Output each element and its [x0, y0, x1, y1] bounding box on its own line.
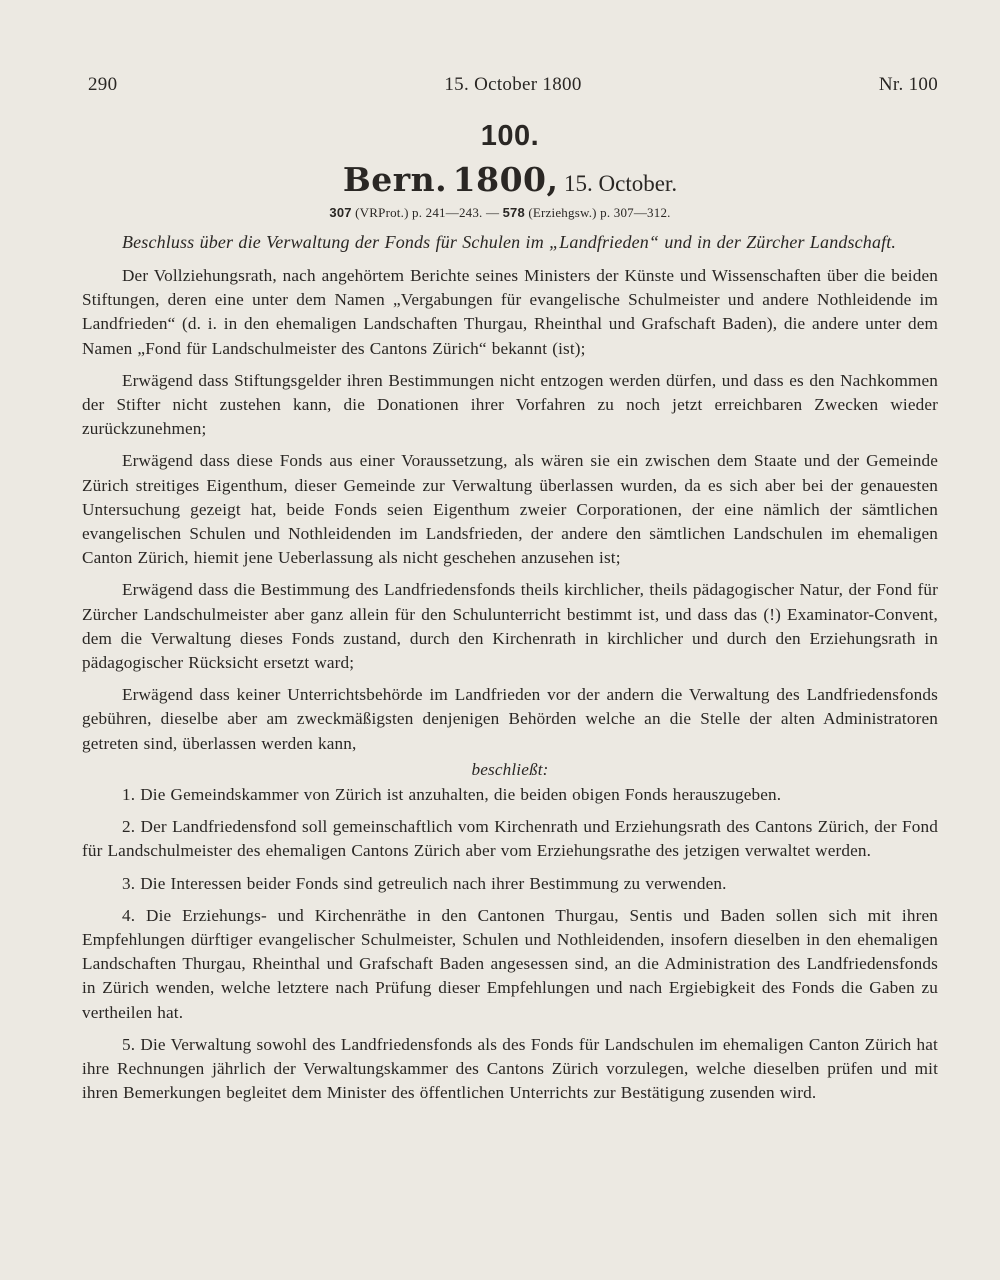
ref1-number: 307 [329, 205, 352, 220]
year: 1800, [452, 160, 559, 199]
ref2-number: 578 [502, 205, 525, 220]
header-document-number: Nr. 100 [878, 74, 938, 95]
consideration-paragraph: Erwägend dass keiner Unterrichtsbehörde im Landfrieden vor der andern die Verwaltung des Landfriedensfonds gebühren, dieselbe aber am zweckmäßigsten denjenigen Behörden welche an die Stelle der alten Administratoren getreten sind, überlassen werden kann, [82, 685, 938, 753]
document-number: 100. [480, 120, 540, 152]
resolution-heading: beschließt: [471, 759, 549, 779]
decree-title: Beschluss über die Verwaltung der Fonds für Schulen im „Landfrieden“ und in der Zürcher Landschaft. [122, 232, 897, 252]
document-body [82, 230, 938, 1106]
day-month: 15. October. [564, 171, 678, 196]
place-date-line [0, 160, 1000, 199]
consideration-paragraph: Erwägend dass die Bestimmung des Landfriedensfonds theils kirchlicher, theils pädagogischer Natur, der Fond für Zürcher Landschulmeister aber ganz allein für den Schulunterricht bestimmt ist, und dass das (!) Examinator-Convent, dem die Verwaltung dieses Fonds zustand, durch den Kirchenrath in kirchlicher und durch den Erziehungsrath in pädagogischer Rücksicht ersetzt ward; [82, 580, 938, 673]
place: Bern. [342, 160, 448, 199]
resolution-item: 1. Die Gemeindskammer von Zürich ist anzuhalten, die beiden obigen Fonds herauszugeben. [122, 785, 782, 805]
source-references [0, 205, 1000, 221]
resolution-item: 4. Die Erziehungs- und Kirchenräthe in den Cantonen Thurgau, Sentis und Baden sollen sich mit ihren Empfehlungen dürftiger evangelischer Schulmeister, Schulen und Nothleidenden, insofern dieselben in den ehemaligen Landschaften Thurgau, Rheinthal und Grafschaft Baden angesessen sind, an die Administration des Landfriedensfonds in Zürich wenden, welche letztere nach Prüfung dieser Empfehlungen und nach Ergiebigkeit des Fonds die Gaben zu vertheilen hat. [82, 905, 938, 1022]
resolution-item: 2. Der Landfriedensfond soll gemeinschaftlich vom Kirchenrath und Erziehungsrath des Cantons Zürich, der Fond für Landschulmeister des ehemaligen Cantons Zürich aber vom Erziehungsrathe des jetzigen verwaltet werden. [82, 817, 938, 861]
running-header [88, 74, 938, 98]
consideration-paragraph: Erwägend dass diese Fonds aus einer Voraussetzung, als wären sie ein zwischen dem Staate und der Gemeinde Zürich streitiges Eigenthum, dieser Gemeinde zur Verwaltung überlassen wurden, da es sich aber bei der genauesten Untersuchung gezeigt hat, beide Fonds seien Eigenthum zweier Corporationen, der eine nämlich der sämtlichen evangelischen Schulen und Nothleidenden im Landsfrieden, der andere den sämtlichen Landschulen im ehemaligen Canton Zürich, hiemit jene Ueberlassung als nicht geschehen anzusehen ist; [82, 451, 938, 568]
page-number: 290 [88, 74, 118, 95]
ref2-text: (Erziehgsw.) p. 307—312. [528, 205, 671, 220]
header-date: 15. October 1800 [444, 74, 582, 95]
consideration-paragraph: Erwägend dass Stiftungsgelder ihren Bestimmungen nicht entzogen werden dürfen, und dass es den Nachkommen der Stifter nicht zustehen kann, die Donationen ihrer Vorfahren zu noch jetzt erreichbaren Zwecken wieder zurückzunehmen; [82, 370, 938, 439]
preamble-paragraph: Der Vollziehungsrath, nach angehörtem Berichte seines Ministers der Künste und Wissenschaften über die beiden Stiftungen, deren eine unter dem Namen „Vergabungen für evangelische Schulmeister und andere Nothleidende im Landfrieden“ (d. i. in den ehemaligen Landschaften Thurgau, Rheinthal und Grafschaft Baden), die andere unter dem Namen „Fond für Landschulmeister des Cantons Zürich“ bekannt (ist); [82, 266, 938, 358]
resolution-item: 3. Die Interessen beider Fonds sind getreulich nach ihrer Bestimmung zu verwenden. [122, 873, 727, 893]
ref1-text: (VRProt.) p. 241—243. — [355, 205, 500, 220]
resolution-item: 5. Die Verwaltung sowohl des Landfriedensfonds als des Fonds für Landschulen im ehemaligen Canton Zürich hat ihre Rechnungen jährlich der Verwaltungskammer des Cantons Zürich vorzulegen, welche dieselben prüfen und mit ihren Bemerkungen begleitet dem Minister des öffentlichen Unterrichts zur Bestätigung zusenden wird. [82, 1034, 938, 1103]
